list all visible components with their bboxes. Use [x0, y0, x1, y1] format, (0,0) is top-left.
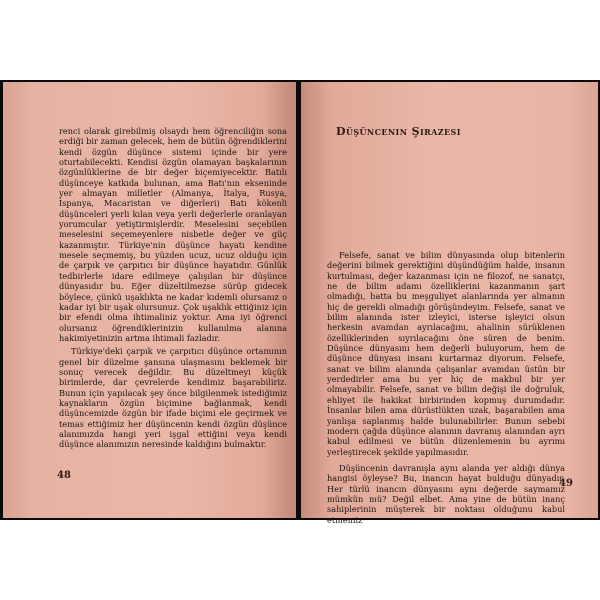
chapter-title: Düşüncenin Şirazesi [336, 125, 461, 138]
left-page [3, 82, 297, 518]
open-book-spread [0, 80, 600, 525]
paragraph: Türkiye'deki çarpık ve çarpıtıcı düşünce ortamının genel bir düzelme şansına ulaşmasını beklemek bir sonuç verecek değildir. Bu düzeltmeyi küçük birimlerde, dar çevrelerde kendimiz başarabiliriz. Bunun için yapılacak şey önce bilgilenmek istediğimiz kaynakların özgün biçimine bağlanmak, kendi düşüncemizde özgün bir ifade biçimi ele geçirmek ve temas ettiğimiz her düşüncenin kendi özgün düşünce alanımızda hangi yeri işgal ettiğini veya kendi düşünce alanımızın neresinde kaldığını bulmaktır. [59, 346, 287, 450]
paragraph: renci olarak girebilmiş olsaydı hem öğrenciliğin sona erdiği bir zaman gelecek, hem de bütün öğrendiklerini kendi özgün düşünce sistemi içinde bir yere oturtabilecekti. Kendisi özgün olamayan başkalarının özgünlüklerine de bir değer biçemiyecektir. Batılı düşünceye katkıda bulunan, ama Batı'nın ekseninde yer almayan milletler (Almanya, İtalya, Rusya, İspanya, Macaristan ve diğerleri) Batı kökenli düşünceleri yerli kılan veya yerli değerlerle oranlayan yorumcular yetiştirmişlerdir. Meselesini seçebilen meselesini seçemeyenlere nisbetle değer ve güç kazanmıştır. Türkiye'nin düşünce hayatı kendine mesele seçmemiş, bu yüzden ucuz, ucuz olduğu için de çarpık ve çarpıtıcı bir düşünce hayatıdır. Günlük tedbirlerle idare edilmeye çalışılan bir düşünce dünyasıdır bu. Eğer düzeltilmezse sürüp gidecek böylece, çünkü uşaklıkta ne kadar kıdemli olursanız o kadar iyi bir uşak olursunuz. Çok uşaklık ettiğiniz için bir efendi olma ihtimaliniz yoktur. Ama iyi öğrenci olursanız öğrendiklerinizin kullanılma alanına hakimiyetinizin artma ihtimali fazladır. [59, 126, 287, 343]
paragraph: Felsefe, sanat ve bilim dünyasında olup bitenlerin değerini bilmek gerektiğini düşündüğüm halde, insanın kurtulması, değer kazanması için ne filozof, ne sanatçı, ne de bilim adamı özelliklerini kazanmanın şart olmadığı, hatta bu meşguliyet alanlarında yer almanın hiç de gerekli olmadığı görüşündeyim. Felsefe, sanat ve bilim alanında ister izleyici, isterse işleyici olsun herkesin avamdan ayrılacağını, ahalinin sürüklenen özelliklerinden sıyrılacağını öne süren de benim. Düşünce dünyasını hem değerli buluyorum, hem de düşünce dünyası insanı kurtarmaz diyorum. Felsefe, sanat ve bilim alanında çalışanlar avamdan üstün bir yerdedirler ama bu yer hiç de makbul bir yer olmayabilir. Felsefe, sanat ve bilim değişi ile doğruluk, ehliyet ile hakikat birbirinden kopmuş durumdadır. İnsanlar bilen ama dürüstlükten uzak, başarabilen ama yanlışa saplanmış halde bulunabilirler. Bunun sebebi modern çağda düşünce alanının davranış alanından ayrı kabul edilmesi ve bütün düzenlemenin bu ayrımı yerleştirecek şekilde yapılmasıdır. [327, 250, 565, 457]
right-page [301, 82, 598, 525]
paragraph: Düşüncenin davranışla aynı alanda yer aldığı dünya hangisi öyleyse? Bu, inancın hayat bulduğu dünyadır. Her türlü inancın dünyasını aynı değerde saymamız mümkün mü? Değil elbet. Ama yine de bütün inanç sahiplerinin müşterek bir noktası olduğunu kabul etmemiz [327, 462, 565, 525]
left-page-text [59, 126, 287, 450]
right-page-text [327, 250, 565, 525]
page-number: 49 [559, 478, 573, 489]
page-number: 48 [57, 470, 71, 481]
